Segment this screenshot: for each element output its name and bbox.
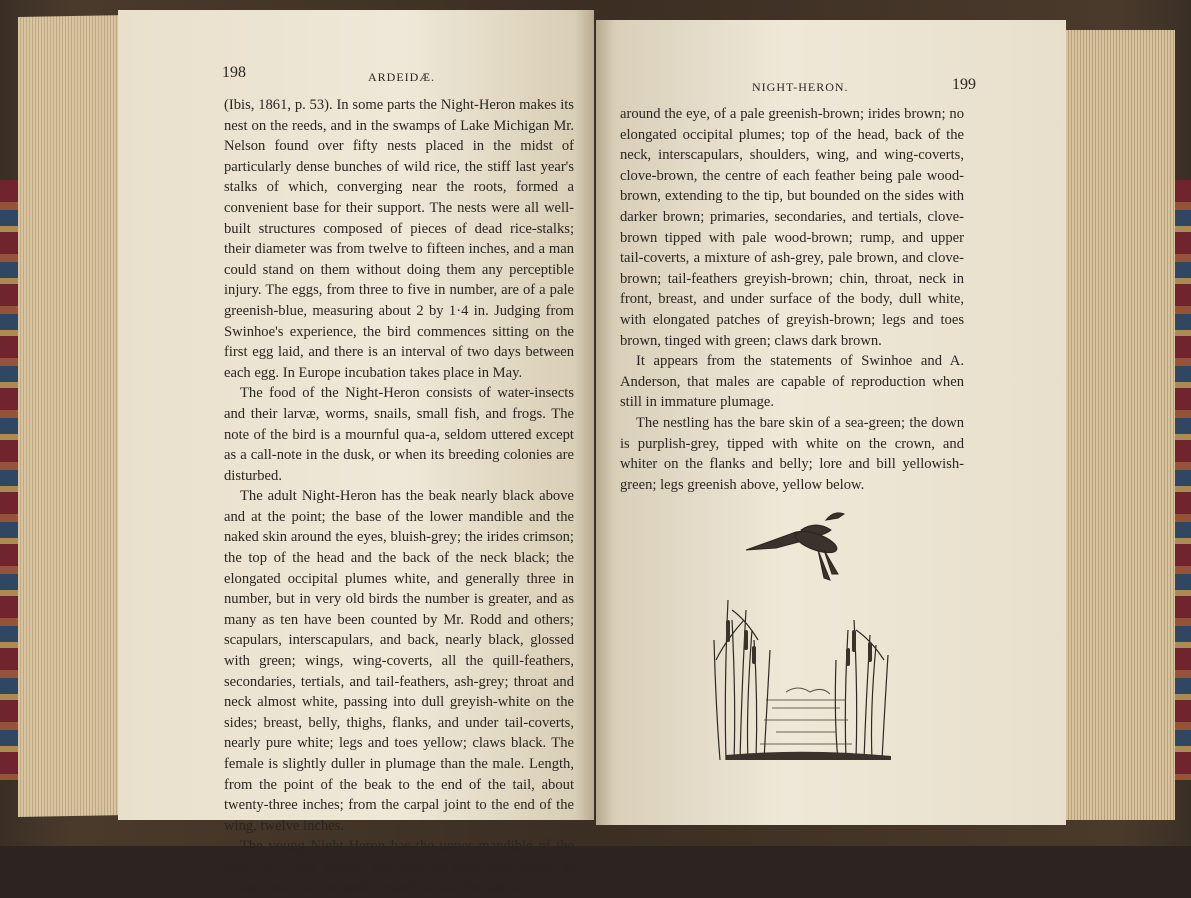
paragraph: (Ibis, 1861, p. 53). In some parts the Night-Heron makes its nest on the reeds, and in the swamps of Lake Michigan Mr. Nelson found over fifty nests placed in the midst of particularly dense bunches of wild rice, the stiff last year's stalks of which, converging near the roots, formed a convenient base for their support. The nests were all well-built structures composed of pieces of dead rice-stalks; their diameter was from twelve to fifteen inches, and a man could stand on them without doing them any perceptible injury. The eggs, from three to five in number, are of a pale greenish-blue, measuring about 2 by 1·4 in. Judging from Swinhoe's experience, the bird commences sitting on the first egg laid, and there is an interval of two days between each egg. In Europe incubation takes place in May.: [224, 97, 574, 381]
page-stack-right: [1060, 30, 1175, 820]
page-stack-left: [18, 15, 128, 817]
page-number-right: 199: [952, 76, 976, 93]
page-number-left: 198: [222, 64, 246, 81]
paragraph: It appears from the statements of Swinhoe and A. Anderson, that males are capable of reproduction when still in immature plumage.: [620, 353, 964, 411]
heron-engraving: [706, 470, 906, 760]
left-body-text: [224, 95, 574, 898]
paragraph: around the eye, of a pale greenish-brown; irides brown; no elongated occipital plumes; top of the head, back of the neck, interscapulars, shoulders, wing, and wing-coverts, clove-brown, the centre of each feather being pale wood-brown, extending to the tip, but bounded on the sides with darker brown; primaries, secondaries, and tertials, clove-brown tipped with pale wood-brown; rump, and upper tail-coverts, a mixture of ash-grey, pale brown, and clove-brown; tail-feathers greyish-brown; chin, throat, neck in front, breast, and under surface of the body, dull white, with elongated patches of greyish-brown; legs and toes brown, tinged with green; claws dark brown.: [620, 106, 964, 349]
paragraph: The young Night-Heron has the upper mandible of the beak of a dark brown, the edge on each side lighter in colour, and, like the under mandible and the naked skin: [224, 838, 574, 896]
paragraph: The food of the Night-Heron consists of water-insects and their larvæ, worms, snails, small fish, and frogs. The note of the bird is a mournful qua-a, seldom uttered except as a call-note in the dusk, or when its breeding colonies are disturbed.: [224, 385, 574, 484]
paragraph: The nestling has the bare skin of a sea-green; the down is purplish-grey, tipped with white on the crown, and whiter on the flanks and belly; lore and bill yellowish-green; legs greenish above, yellow below.: [620, 414, 964, 493]
paragraph: The adult Night-Heron has the beak nearly black above and at the point; the base of the lower mandible and the naked skin around the eyes, bluish-grey; the irides crimson; the top of the head and the back of the neck black; the elongated occipital plumes white, and generally three in number, but in very old birds the number is greater, and as many as ten have been counted by Mr. Rodd and others; scapulars, interscapulars, and back, nearly black, glossed with green; wings, wing-coverts, all the quill-feathers, secondaries, tertials, and tail-feathers, ash-grey; throat and neck almost white, passing into dull greyish-white on the sides; breast, belly, thighs, flanks, and under tail-coverts, nearly pure white; legs and toes yellow; claws black. The female is slightly duller in plumage than the male. Length, from the point of the beak to the end of the tail, about twenty-three inches; from the carpal joint to the end of the wing, twelve inches.: [224, 488, 574, 834]
right-page: [596, 20, 1066, 825]
right-body-text: [620, 104, 964, 495]
running-head-right: NIGHT-HERON.: [752, 80, 849, 94]
running-head-left: ARDEIDÆ.: [368, 70, 435, 84]
left-page: [118, 10, 594, 896]
